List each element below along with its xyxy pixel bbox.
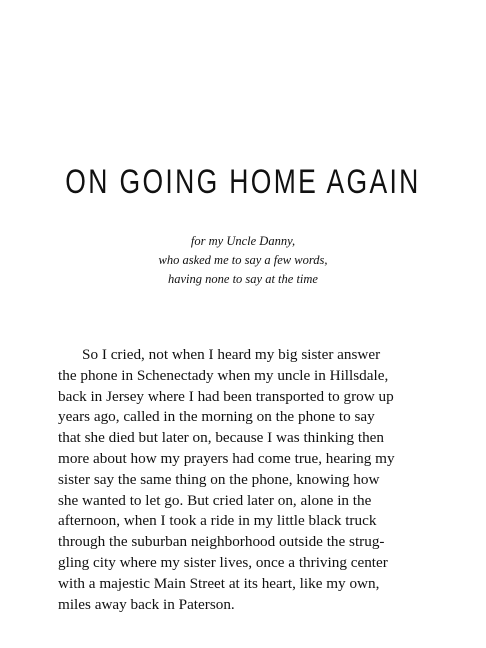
dedication [0,232,486,289]
body-line: with a majestic Main Street at its heart, like my own, [58,574,380,592]
dedication-line: for my Uncle Danny, [190,234,296,248]
body-line: that she died but later on, because I was thinking then [58,429,385,447]
body-line: she wanted to let go. But cried later on, alone in the [58,491,372,509]
body-line: back in Jersey where I had been transported to grow up [58,387,394,405]
body-line: sister say the same thing on the phone, knowing how [58,470,380,488]
body-line: more about how my prayers had come true, hearing my [58,449,395,467]
body-line: miles away back in Paterson. [58,595,235,613]
body-line: gling city where my sister lives, once a thriving center [58,553,388,571]
body-paragraph [58,345,438,615]
body-line: So I cried, not when I heard my big sister answer [82,346,381,363]
body-line: through the suburban neighborhood outside the strug- [58,533,385,551]
body-line: years ago, called in the morning on the phone to say [58,408,375,426]
dedication-line: who asked me to say a few words, [158,253,328,267]
dedication-line: having none to say at the time [168,272,318,286]
chapter-title: ON GOING HOME AGAIN [65,163,421,201]
body-line: afternoon, when I took a ride in my little black truck [58,512,377,530]
body-line: the phone in Schenectady when my uncle in Hillsdale, [58,366,389,384]
